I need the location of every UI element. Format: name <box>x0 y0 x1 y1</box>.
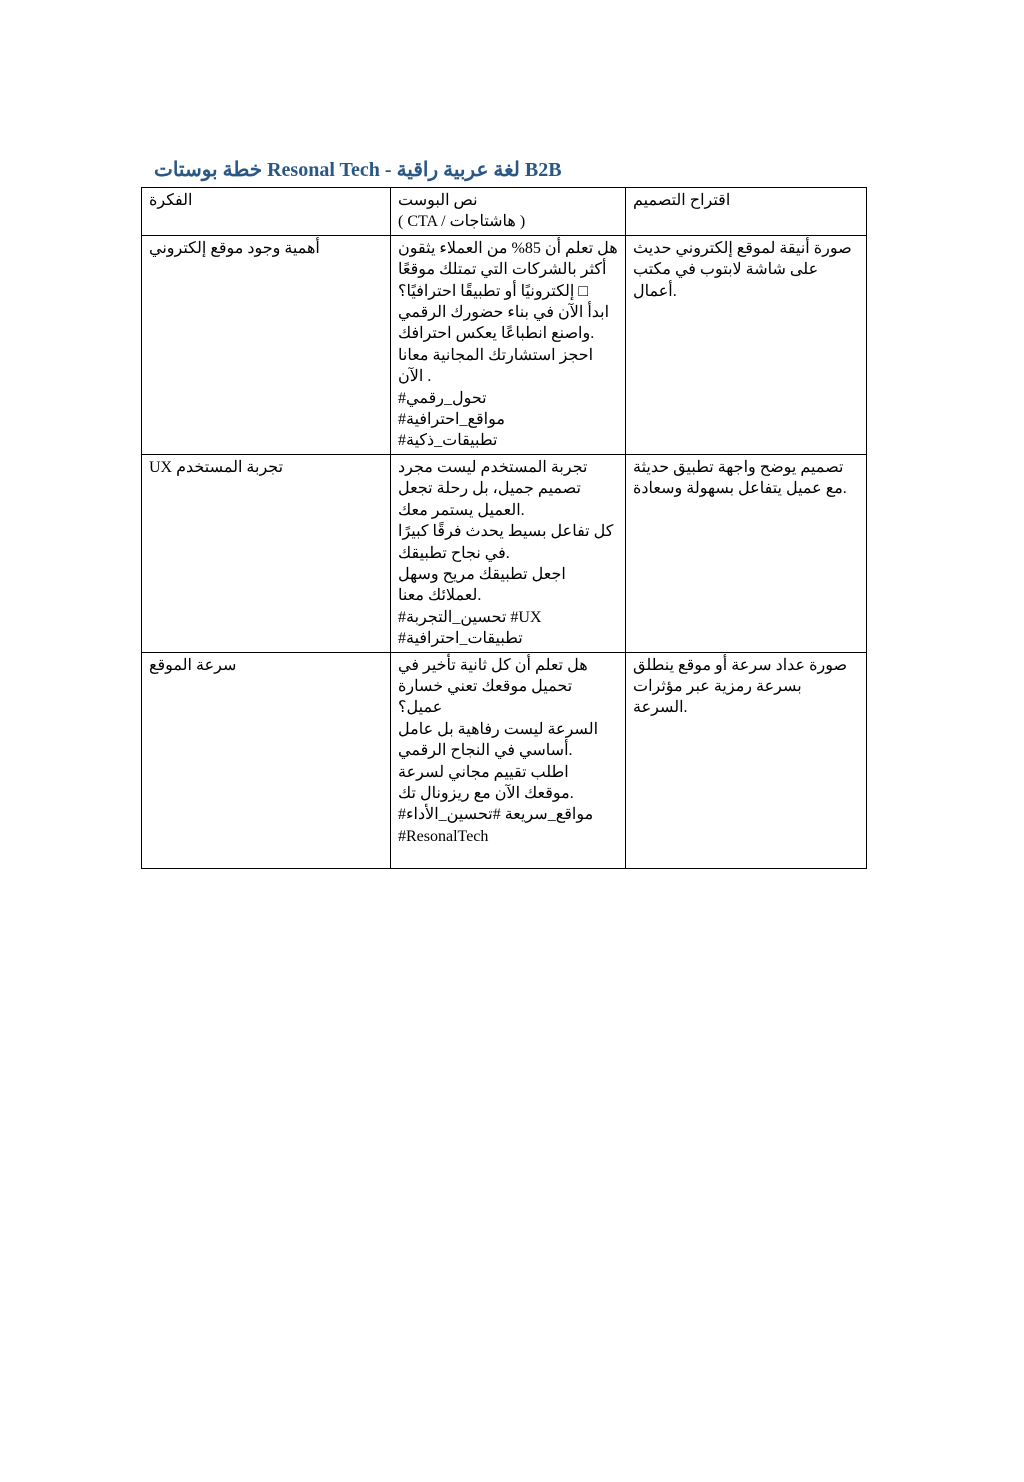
design-text: صورة أنيقة لموقع إلكتروني حديث على شاشة لابتوب في مكتب أعمال. <box>633 239 852 300</box>
idea-cell <box>142 652 391 868</box>
design-cell <box>626 652 867 868</box>
post-paragraph: احجز استشارتك المجانية معانا الآن . <box>398 346 594 386</box>
header-label: نص البوست <box>398 192 478 209</box>
post-paragraph: هل تعلم أن 85% من العملاء يثقون أكثر بالشركات التي تمتلك موقعًا إلكترونيًا أو تطبيقًا احترافيًا؟ □ <box>398 239 618 300</box>
table-row-user-experience <box>142 454 867 652</box>
design-text: صورة عداد سرعة أو موقع ينطلق بسرعة رمزية عبر مؤثرات السرعة. <box>633 656 848 717</box>
post-paragraph: ابدأ الآن في بناء حضورك الرقمي واصنع انطباعًا يعكس احترافك. <box>398 304 610 343</box>
post-cell <box>391 652 626 868</box>
document-title: خطة بوستات Resonal Tech - لغة عربية راقية B2B <box>154 159 562 181</box>
post-hashtag: #مواقع_احترافية <box>398 411 505 429</box>
design-text: تصميم يوضح واجهة تطبيق حديثة مع عميل يتفاعل بسهولة وسعادة. <box>633 458 847 498</box>
header-cell-design <box>626 188 867 236</box>
post-paragraph: كل تفاعل بسيط يحدث فرقًا كبيرًا في نجاح تطبيقك. <box>398 523 614 562</box>
post-paragraph: اطلب تقييم مجاني لسرعة موقعك الآن مع ريزونال تك. <box>398 763 574 802</box>
header-label: اقتراح التصميم <box>633 192 731 209</box>
header-sublabel: ( CTA / هاشتاجات ) <box>398 213 526 231</box>
design-cell <box>626 235 867 454</box>
design-cell <box>626 454 867 652</box>
post-cell <box>391 454 626 652</box>
table-row-site-speed <box>142 652 867 868</box>
post-paragraph: تجربة المستخدم ليست مجرد تصميم جميل، بل رحلة تجعل العميل يستمر معك. <box>398 458 588 519</box>
post-hashtag: #تطبيقات_ذكية <box>398 432 498 450</box>
post-hashtag: #ResonalTech <box>398 827 489 845</box>
post-hashtag: #مواقع_سريعة #تحسين_الأداء <box>398 806 594 824</box>
idea-cell <box>142 235 391 454</box>
idea-text: UX تجربة المستخدم <box>149 458 284 476</box>
header-cell-idea <box>142 188 391 236</box>
post-cell <box>391 235 626 454</box>
post-paragraph: السرعة ليست رفاهية بل عامل أساسي في النجاح الرقمي. <box>398 720 599 760</box>
header-cell-post <box>391 188 626 236</box>
idea-text: سرعة الموقع <box>149 656 237 674</box>
post-hashtag: #تحول_رقمي <box>398 389 487 407</box>
table-row-website-importance <box>142 235 867 454</box>
post-paragraph: هل تعلم أن كل ثانية تأخير في تحميل موقعك تعني خسارة عميل؟ <box>398 656 588 717</box>
document-page <box>141 157 866 869</box>
idea-text: أهمية وجود موقع إلكتروني <box>149 239 320 257</box>
content-plan-table <box>141 187 867 869</box>
header-label: الفكرة <box>149 192 193 209</box>
post-hashtag: #تحسين_التجربة #UX <box>398 608 542 626</box>
idea-cell <box>142 454 391 652</box>
post-paragraph: اجعل تطبيقك مريح وسهل لعملائك معنا. <box>398 565 566 605</box>
table-header-row <box>142 188 867 236</box>
post-hashtag: #تطبيقات_احترافية <box>398 630 523 648</box>
